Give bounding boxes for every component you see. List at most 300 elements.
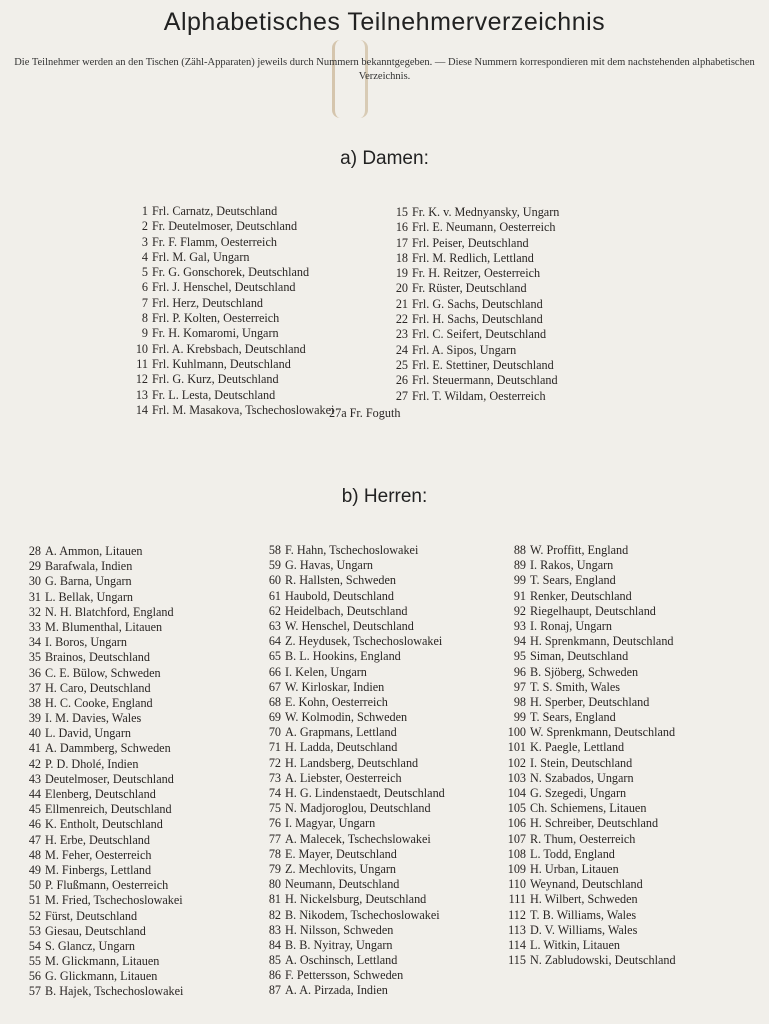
participant-entry: [255, 816, 445, 831]
entry-number: 92: [513, 603, 526, 618]
entry-number: 73: [268, 770, 281, 785]
entry-number: 75: [268, 801, 281, 816]
entry-number: 91: [513, 588, 526, 603]
entry-number: 105: [507, 801, 526, 816]
participant-entry: [15, 984, 183, 999]
entry-name: I. Boros, Ungarn: [45, 635, 127, 650]
entry-name: L. David, Ungarn: [45, 726, 131, 741]
entry-name: A. A. Pirzada, Indien: [285, 983, 388, 998]
entry-number: 28: [28, 544, 41, 558]
entry-name: A. Grapmans, Lettland: [285, 725, 397, 740]
participant-entry: [392, 297, 559, 312]
entry-name: Frl. M. Redlich, Lettland: [412, 250, 534, 265]
participant-entry: [15, 666, 183, 681]
participant-entry: [500, 710, 676, 725]
participant-entry: [15, 741, 183, 756]
entry-number: 98: [513, 694, 526, 709]
entry-number: 52: [28, 908, 41, 923]
participant-entry: [392, 312, 559, 327]
entry-number: 65: [268, 649, 281, 664]
herren-heading: b) Herren:: [341, 486, 428, 507]
entry-name: Fr. G. Gonschorek, Deutschland: [152, 265, 310, 280]
entry-number: 104: [507, 786, 526, 800]
entry-name: R. Thum, Oesterreich: [530, 831, 636, 846]
entry-name: L. Witkin, Litauen: [530, 937, 620, 952]
entry-number: 106: [507, 816, 526, 831]
participant-entry: [392, 220, 559, 235]
participant-entry: [15, 909, 183, 924]
entry-number: 11: [136, 356, 148, 371]
herren-column-3: [500, 543, 676, 968]
participant-entry: [255, 786, 445, 801]
entry-name: H. Ladda, Deutschland: [285, 740, 398, 755]
entry-number: 23: [395, 327, 408, 342]
entry-number: 51: [28, 893, 41, 908]
participant-entry: [132, 219, 334, 234]
entry-name: H. Landsberg, Deutschland: [285, 755, 419, 770]
participant-entry: [132, 265, 334, 280]
entry-number: 62: [268, 603, 281, 618]
participant-entry: [15, 635, 183, 650]
entry-number: 115: [508, 953, 526, 968]
participant-entry: [500, 649, 676, 664]
entry-number: 89: [513, 558, 526, 573]
entry-number: 16: [395, 220, 408, 235]
entry-name: G. Glickmann, Litauen: [45, 969, 158, 984]
entry-name: N. Zabludowski, Deutschland: [530, 953, 676, 968]
entry-name: H. Nilsson, Schweden: [285, 922, 394, 937]
entry-number: 61: [268, 588, 281, 603]
entry-name: Barafwala, Indien: [45, 559, 133, 574]
entry-number: 40: [28, 726, 41, 741]
participant-entry: [15, 605, 183, 620]
entry-name: C. E. Bülow, Schweden: [45, 665, 161, 680]
participant-entry: [132, 403, 334, 418]
entry-name: L. Todd, England: [530, 846, 615, 861]
entry-number: 48: [28, 847, 41, 862]
participant-entry: [500, 832, 676, 847]
entry-name: H. G. Lindenstaedt, Deutschland: [285, 786, 445, 800]
entry-number: 29: [28, 559, 41, 574]
participant-entry: [255, 604, 445, 619]
damen-column-2: [392, 205, 559, 404]
participant-entry: [255, 665, 445, 680]
participant-entry: [15, 924, 183, 939]
participant-entry: [500, 816, 676, 831]
entry-name: Elenberg, Deutschland: [45, 787, 156, 801]
participant-entry: [15, 696, 183, 711]
entry-number: 33: [28, 619, 41, 634]
herren-column-2: [255, 543, 445, 999]
intro-text: Die Teilnehmer werden an den Tischen (Zähl-Apparaten) jeweils durch Nummern bekanntgegeben. — Diese Nummern korrespondieren mit dem nachstehenden alphabetischen Verzeichnis.: [14, 57, 755, 82]
entry-name: Fr. Deutelmoser, Deutschland: [152, 219, 298, 234]
participant-entry: [15, 939, 183, 954]
entry-number: 102: [507, 755, 526, 770]
entry-name: Frl. Steuermann, Deutschland: [412, 373, 558, 388]
participant-entry: [392, 236, 559, 251]
entry-name: W. Proffitt, England: [530, 543, 629, 557]
entry-name: H. Sprenkmann, Deutschland: [530, 634, 674, 649]
entry-name: I. Magyar, Ungarn: [285, 816, 376, 831]
participant-entry: [255, 573, 445, 588]
participant-entry: [255, 832, 445, 847]
entry-name: N. Madjoroglou, Deutschland: [285, 801, 431, 816]
entry-number: 97: [513, 679, 526, 694]
participant-entry: [255, 968, 445, 983]
entry-number: 64: [268, 634, 281, 649]
entry-name: M. Glickmann, Litauen: [45, 954, 160, 969]
entry-number: 63: [268, 618, 281, 633]
entry-name: I. Rakos, Ungarn: [530, 558, 614, 573]
entry-name: Frl. P. Kolten, Oesterreich: [152, 311, 280, 326]
participant-entry: [132, 204, 334, 219]
entry-name: Haubold, Deutschland: [285, 588, 394, 603]
entry-name: H. Nickelsburg, Deutschland: [285, 892, 427, 907]
entry-name: F. Pettersson, Schweden: [285, 968, 404, 983]
entry-number: 95: [513, 649, 526, 664]
entry-name: Siman, Deutschland: [530, 649, 629, 664]
entry-name: A. Malecek, Tschechslowakei: [285, 831, 431, 846]
entry-name: I. Kelen, Ungarn: [285, 664, 367, 679]
entry-number: 34: [28, 635, 41, 650]
participant-entry: [132, 235, 334, 250]
entry-number: 69: [268, 710, 281, 725]
entry-number: 56: [28, 969, 41, 984]
entry-number: 12: [135, 372, 148, 387]
entry-name: K. Paegle, Lettland: [530, 740, 625, 755]
participant-entry: [15, 817, 183, 832]
entry-name: F. Hahn, Tschechoslowakei: [285, 543, 419, 557]
entry-number: 13: [135, 387, 148, 402]
entry-number: 26: [395, 373, 408, 388]
entry-name: Frl. A. Sipos, Ungarn: [412, 342, 517, 357]
entry-number: 25: [395, 357, 408, 372]
participant-entry: [500, 877, 676, 892]
entry-name: Frl. G. Sachs, Deutschland: [412, 296, 543, 311]
entry-name: D. V. Williams, Wales: [530, 922, 638, 937]
participant-entry: [15, 757, 183, 772]
entry-number: 81: [268, 892, 281, 907]
participant-entry: [500, 938, 676, 953]
entry-number: 113: [508, 922, 526, 937]
participant-entry: [500, 756, 676, 771]
entry-number: 71: [268, 740, 281, 755]
entry-number: 99: [513, 710, 526, 725]
entry-name: G. Havas, Ungarn: [285, 558, 373, 573]
entry-name: H. C. Cooke, England: [45, 695, 153, 710]
entry-name: M. Feher, Oesterreich: [45, 847, 152, 862]
entry-name: A. Liebster, Oesterreich: [285, 770, 402, 785]
entry-number: 27: [395, 388, 408, 403]
entry-name: B. Hajek, Tschechoslowakei: [45, 984, 184, 999]
entry-number: 50: [28, 878, 41, 893]
participant-entry: [500, 892, 676, 907]
participant-entry: [255, 908, 445, 923]
entry-name: Z. Heydusek, Tschechoslowakei: [285, 634, 443, 649]
participant-entry: [15, 954, 183, 969]
entry-number: 46: [28, 817, 41, 832]
participant-entry: [15, 620, 183, 635]
participant-entry: [132, 342, 334, 357]
participant-entry: [392, 373, 559, 388]
entry-number: 72: [268, 755, 281, 770]
participant-entry: [392, 358, 559, 373]
entry-number: 88: [513, 543, 526, 557]
entry-name: N. H. Blatchford, England: [45, 604, 174, 619]
entry-number: 79: [268, 861, 281, 876]
entry-name: T. Sears, England: [530, 710, 616, 725]
entry-name: H. Sperber, Deutschland: [530, 694, 650, 709]
entry-name: H. Erbe, Deutschland: [45, 832, 150, 847]
entry-number: 109: [507, 861, 526, 876]
entry-number: 60: [268, 573, 281, 588]
participant-entry: [255, 634, 445, 649]
entry-name: B. L. Hookins, England: [285, 649, 401, 664]
entry-name: Frl. A. Krebsbach, Deutschland: [152, 341, 306, 356]
participant-entry: [255, 695, 445, 710]
entry-number: 42: [28, 756, 41, 771]
participant-entry: [255, 710, 445, 725]
entry-name: S. Glancz, Ungarn: [45, 938, 136, 953]
herren-column-1: [15, 544, 183, 1000]
participant-entry: [15, 878, 183, 893]
entry-number: 41: [28, 741, 41, 756]
entry-name: Frl. Kuhlmann, Deutschland: [152, 356, 291, 371]
entry-name: E. Mayer, Deutschland: [285, 846, 397, 861]
entry-number: 19: [395, 266, 408, 281]
entry-number: 108: [507, 846, 526, 861]
entry-number: 76: [268, 816, 281, 831]
entry-number: 68: [268, 694, 281, 709]
entry-name: Frl. G. Kurz, Deutschland: [152, 372, 279, 387]
participant-entry: [500, 543, 676, 558]
participant-entry: [255, 801, 445, 816]
entry-name: N. Szabados, Ungarn: [530, 770, 634, 785]
entry-number: 99: [513, 573, 526, 588]
entry-number: 4: [141, 249, 148, 264]
entry-number: 21: [395, 296, 408, 311]
entry-number: 31: [28, 589, 41, 604]
entry-name: T. B. Williams, Wales: [530, 907, 637, 922]
entry-number: 37: [28, 680, 41, 695]
participant-entry: [255, 847, 445, 862]
entry-number: 7: [141, 295, 148, 310]
participant-entry: [15, 848, 183, 863]
entry-number: 35: [28, 650, 41, 665]
entry-number: 111: [508, 892, 526, 907]
entry-number: 77: [268, 831, 281, 846]
damen-extra-entry: 27a Fr. Foguth: [329, 406, 401, 420]
entry-name: Frl. M. Masakova, Tschechoslowakei: [152, 402, 335, 417]
entry-name: H. Schreiber, Deutschland: [530, 816, 659, 831]
entry-name: R. Hallsten, Schweden: [285, 573, 397, 588]
entry-number: 78: [268, 846, 281, 861]
participant-entry: [500, 786, 676, 801]
entry-name: Riegelhaupt, Deutschland: [530, 603, 656, 618]
participant-entry: [500, 847, 676, 862]
entry-name: Fr. K. v. Mednyansky, Ungarn: [412, 205, 560, 219]
entry-number: 47: [28, 832, 41, 847]
participant-entry: [15, 574, 183, 589]
participant-entry: [392, 251, 559, 266]
entry-name: Fr. H. Reitzer, Oesterreich: [412, 266, 541, 281]
entry-name: Giesau, Deutschland: [45, 923, 146, 938]
entry-number: 66: [268, 664, 281, 679]
participant-entry: [392, 266, 559, 281]
participant-entry: [255, 938, 445, 953]
entry-name: Frl. E. Stettiner, Deutschland: [412, 357, 554, 372]
participant-entry: [500, 589, 676, 604]
participant-entry: [500, 695, 676, 710]
entry-name: W. Kirloskar, Indien: [285, 679, 385, 694]
entry-number: 43: [28, 771, 41, 786]
participant-entry: [255, 680, 445, 695]
entry-name: Frl. E. Neumann, Oesterreich: [412, 220, 556, 235]
entry-name: Deutelmoser, Deutschland: [45, 771, 174, 786]
participant-entry: [132, 357, 334, 372]
entry-number: 1: [141, 204, 148, 218]
participant-entry: [500, 634, 676, 649]
damen-column-1: [132, 204, 334, 418]
participant-entry: [392, 281, 559, 296]
participant-entry: [15, 787, 183, 802]
entry-number: 20: [395, 281, 408, 296]
participant-entry: [132, 250, 334, 265]
participant-entry: [15, 559, 183, 574]
participant-entry: [15, 893, 183, 908]
entry-number: 55: [28, 954, 41, 969]
participant-entry: [500, 923, 676, 938]
participant-entry: [500, 740, 676, 755]
participant-entry: [500, 862, 676, 877]
entry-name: W. Sprenkmann, Deutschland: [530, 725, 676, 740]
entry-number: 6: [141, 280, 148, 295]
participant-entry: [132, 280, 334, 295]
entry-name: A. Dammberg, Schweden: [45, 741, 171, 756]
entry-number: 107: [507, 831, 526, 846]
entry-name: H. Wilbert, Schweden: [530, 892, 638, 907]
participant-entry: [255, 619, 445, 634]
entry-number: 67: [268, 679, 281, 694]
participant-entry: [500, 619, 676, 634]
participant-entry: [132, 388, 334, 403]
entry-number: 30: [28, 574, 41, 589]
entry-number: 5: [141, 265, 148, 280]
entry-name: G. Szegedi, Ungarn: [530, 786, 627, 800]
entry-name: A. Ammon, Litauen: [45, 544, 143, 558]
entry-number: 17: [395, 235, 408, 250]
entry-name: Ch. Schiemens, Litauen: [530, 801, 647, 816]
entry-name: Fürst, Deutschland: [45, 908, 138, 923]
entry-name: Z. Mechlovits, Ungarn: [285, 861, 397, 876]
entry-number: 83: [268, 922, 281, 937]
entry-name: Frl. J. Henschel, Deutschland: [152, 280, 296, 295]
entry-name: Brainos, Deutschland: [45, 650, 150, 665]
entry-name: Frl. T. Wildam, Oesterreich: [412, 388, 546, 403]
entry-number: 112: [508, 907, 526, 922]
entry-name: Fr. F. Flamm, Oesterreich: [152, 234, 277, 249]
entry-number: 45: [28, 802, 41, 817]
entry-name: Frl. Carnatz, Deutschland: [152, 204, 278, 218]
participant-entry: [15, 590, 183, 605]
participant-entry: [255, 862, 445, 877]
participant-entry: [255, 892, 445, 907]
participant-entry: [132, 311, 334, 326]
entry-number: 58: [268, 543, 281, 557]
entry-number: 54: [28, 938, 41, 953]
entry-number: 2: [141, 219, 148, 234]
participant-entry: [500, 908, 676, 923]
entry-name: K. Entholt, Deutschland: [45, 817, 163, 832]
entry-number: 22: [395, 312, 408, 327]
entry-name: Fr. Rüster, Deutschland: [412, 281, 527, 296]
participant-entry: [15, 772, 183, 787]
entry-name: E. Kohn, Oesterreich: [285, 694, 388, 709]
participant-entry: [15, 969, 183, 984]
participant-entry: [15, 711, 183, 726]
entry-number: 86: [268, 968, 281, 983]
entry-number: 80: [268, 877, 281, 892]
entry-number: 38: [28, 695, 41, 710]
entry-name: Weynand, Deutschland: [530, 877, 643, 892]
entry-name: W. Henschel, Deutschland: [285, 618, 414, 633]
entry-name: Fr. H. Komaromi, Ungarn: [152, 326, 279, 341]
participant-entry: [15, 726, 183, 741]
entry-name: Frl. M. Gal, Ungarn: [152, 249, 250, 264]
page-title: Alphabetisches Teilnehmerverzeichnis: [163, 8, 606, 36]
entry-number: 53: [28, 923, 41, 938]
entry-number: 44: [28, 787, 41, 801]
entry-number: 15: [395, 205, 408, 219]
entry-number: 70: [268, 725, 281, 740]
entry-name: Neumann, Deutschland: [285, 877, 400, 892]
entry-number: 10: [135, 341, 148, 356]
participant-entry: [15, 833, 183, 848]
entry-name: H. Urban, Litauen: [530, 861, 619, 876]
entry-name: B. B. Nyitray, Ungarn: [285, 937, 393, 952]
participant-entry: [255, 771, 445, 786]
entry-name: H. Caro, Deutschland: [45, 680, 151, 695]
participant-entry: [500, 725, 676, 740]
damen-heading: a) Damen:: [340, 148, 429, 169]
entry-name: Renker, Deutschland: [530, 588, 632, 603]
entry-number: 114: [508, 937, 526, 952]
entry-name: Frl. Herz, Deutschland: [152, 295, 264, 310]
entry-name: Frl. C. Seifert, Deutschland: [412, 327, 547, 342]
entry-name: Ellmenreich, Deutschland: [45, 802, 172, 817]
participant-entry: [15, 681, 183, 696]
entry-number: 8: [141, 311, 148, 326]
participant-entry: [255, 953, 445, 968]
entry-number: 93: [513, 618, 526, 633]
participant-entry: [255, 543, 445, 558]
participant-entry: [255, 740, 445, 755]
participant-entry: [392, 327, 559, 342]
participant-entry: [255, 923, 445, 938]
participant-entry: [255, 725, 445, 740]
participant-entry: [132, 326, 334, 341]
entry-number: 49: [28, 862, 41, 877]
entry-name: Fr. L. Lesta, Deutschland: [152, 387, 276, 402]
entry-number: 103: [507, 770, 526, 785]
entry-number: 3: [141, 234, 148, 249]
participant-entry: [255, 649, 445, 664]
participant-entry: [255, 589, 445, 604]
entry-number: 84: [268, 937, 281, 952]
entry-name: P. Flußmann, Oesterreich: [45, 878, 169, 893]
entry-number: 39: [28, 711, 41, 726]
participant-entry: [500, 573, 676, 588]
